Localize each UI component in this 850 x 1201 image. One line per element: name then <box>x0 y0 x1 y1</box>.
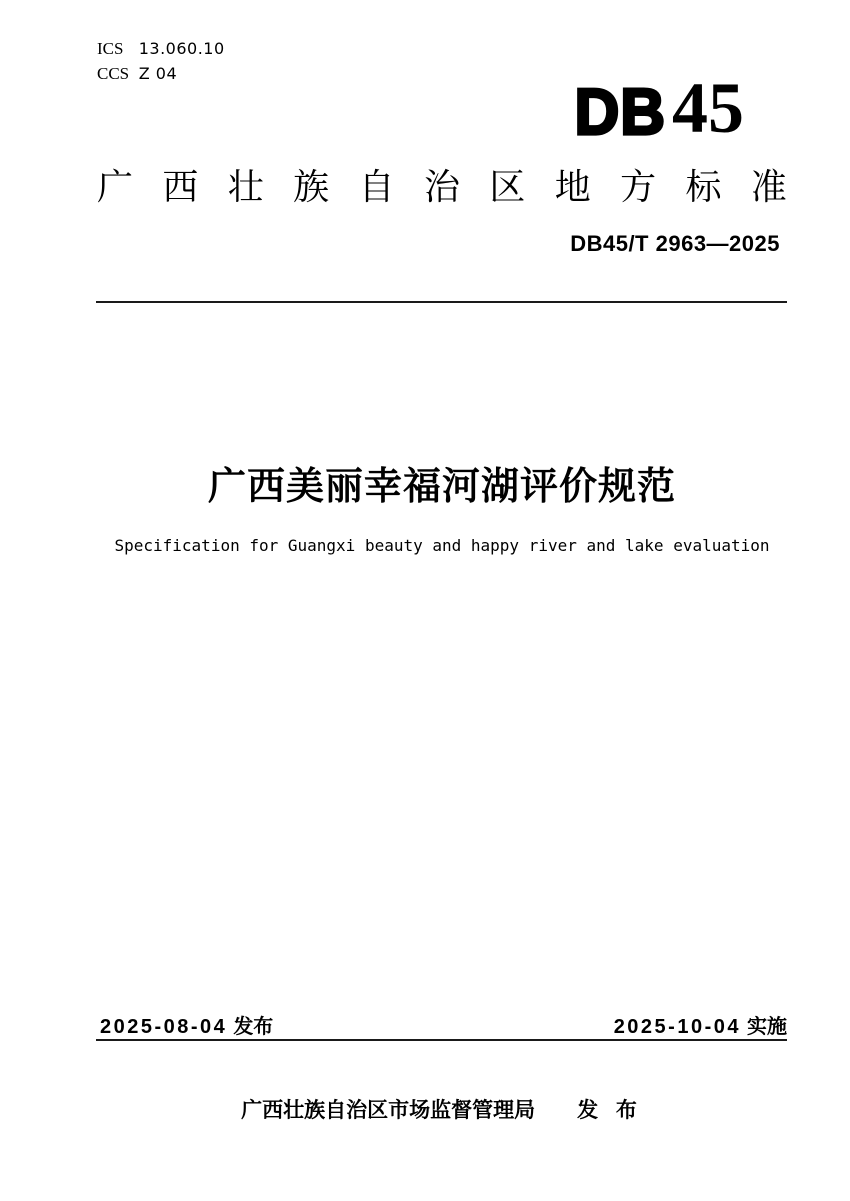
title-english: Specification for Guangxi beauty and happy river and lake evaluation <box>114 536 770 555</box>
top-rule <box>96 301 787 303</box>
impl-label: 实施 <box>747 1016 787 1038</box>
doc-number: DB45/T 2963—2025 <box>570 231 780 256</box>
logo-db-letters: DB <box>574 76 666 149</box>
date-row <box>100 1010 787 1039</box>
ccs-value: Z 04 <box>138 64 178 83</box>
impl-date: 2025-10-04 <box>613 1016 741 1038</box>
region-heading: 广 西 壮 族 自 治 区 地 方 标 准 <box>97 166 787 207</box>
ics-row <box>97 36 225 61</box>
impl-date-block <box>614 1010 787 1039</box>
issue-label: 发布 <box>233 1016 274 1038</box>
publisher-row <box>97 1094 787 1124</box>
ics-label: ICS <box>97 39 124 58</box>
ics-ccs-block <box>97 36 225 86</box>
ccs-row <box>97 61 225 86</box>
issue-date-block <box>100 1010 273 1039</box>
ics-value: 13.060.10 <box>138 39 225 58</box>
publisher-name: 广西壮族自治区市场监督管理局 <box>241 1099 536 1122</box>
publish-action: 发 布 <box>577 1099 643 1122</box>
logo-45-number: 45 <box>672 68 744 148</box>
db45-logo <box>574 68 744 149</box>
ccs-label: CCS <box>97 64 130 83</box>
title-chinese: 广西美丽幸福河湖评价规范 <box>207 466 676 508</box>
bottom-rule <box>96 1039 787 1041</box>
issue-date: 2025-08-04 <box>100 1016 228 1038</box>
